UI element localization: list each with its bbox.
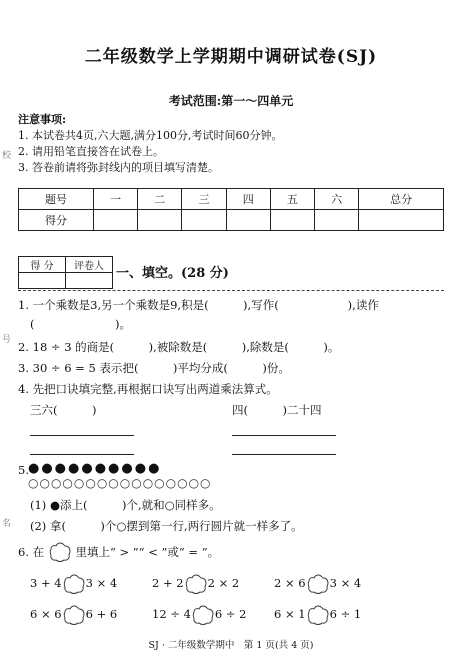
score-header-row bbox=[19, 189, 444, 210]
section-divider bbox=[18, 290, 444, 291]
compare-left: 6 × 1 bbox=[274, 607, 306, 621]
compare-right: 3 × 4 bbox=[85, 576, 118, 590]
question-6-prefix: 6. 在 bbox=[18, 545, 45, 559]
answer-line[interactable] bbox=[232, 453, 336, 455]
compare-item bbox=[152, 605, 247, 625]
question-6-suffix: 里填上“ > ”“ < ”或“ = ”。 bbox=[75, 545, 220, 559]
question-5-1: (1) ●添上( )个,就和○同样多。 bbox=[30, 498, 221, 512]
compare-blank-icon[interactable] bbox=[184, 576, 208, 590]
grader-score-label: 得 分 bbox=[19, 257, 66, 273]
margin-mark: 校 bbox=[2, 151, 12, 161]
score-cell[interactable] bbox=[94, 210, 138, 231]
question-4-right: 四( )二十四 bbox=[232, 403, 322, 417]
exam-title: 二年级数学上学期期中调研试卷(SJ) bbox=[84, 47, 378, 67]
note-item: 2. 请用铅笔直接答在试卷上。 bbox=[18, 145, 164, 158]
question-4: 4. 先把口诀填完整,再根据口诀写出两道乘法算式。 bbox=[18, 382, 278, 396]
score-header-cell: 五 bbox=[270, 189, 314, 210]
score-row-label: 得分 bbox=[19, 210, 94, 231]
compare-right: 2 × 2 bbox=[207, 576, 240, 590]
score-header-cell: 三 bbox=[182, 189, 226, 210]
compare-blank-icon[interactable] bbox=[306, 576, 330, 590]
question-5-number: 5. bbox=[18, 463, 29, 477]
compare-blank-icon[interactable] bbox=[306, 607, 330, 621]
answer-line[interactable] bbox=[30, 434, 134, 436]
compare-item bbox=[274, 574, 361, 594]
empty-circles-row: ○○○○○○○○○○○○○○○○ bbox=[28, 476, 212, 490]
score-value-row bbox=[19, 210, 444, 231]
score-cell[interactable] bbox=[226, 210, 270, 231]
compare-left: 12 ÷ 4 bbox=[152, 607, 191, 621]
notes-heading: 注意事项: bbox=[18, 113, 67, 126]
compare-item bbox=[274, 605, 361, 625]
score-cell[interactable] bbox=[270, 210, 314, 231]
score-header-cell: 六 bbox=[315, 189, 359, 210]
question-1: 1. 一个乘数是3,另一个乘数是9,积是( ),写作( ),读作 bbox=[18, 298, 379, 312]
compare-blank-icon[interactable] bbox=[62, 607, 86, 621]
score-header-cell: 题号 bbox=[19, 189, 94, 210]
margin-mark: 名 bbox=[2, 519, 12, 529]
compare-blank-icon[interactable] bbox=[191, 607, 215, 621]
compare-left: 2 × 6 bbox=[274, 576, 306, 590]
notes-block bbox=[18, 112, 282, 176]
score-table bbox=[18, 188, 444, 231]
answer-line[interactable] bbox=[232, 434, 336, 436]
score-cell[interactable] bbox=[315, 210, 359, 231]
note-item: 3. 答卷前请将弥封线内的项目填写清楚。 bbox=[18, 161, 219, 174]
compare-right: 6 ÷ 1 bbox=[329, 607, 362, 621]
question-1-cont: ( )。 bbox=[30, 317, 131, 331]
question-6 bbox=[18, 542, 219, 562]
grader-box bbox=[18, 256, 113, 289]
compare-right: 6 ÷ 2 bbox=[214, 607, 247, 621]
compare-blank-icon[interactable] bbox=[62, 576, 86, 590]
compare-right: 3 × 4 bbox=[329, 576, 362, 590]
answer-line[interactable] bbox=[30, 453, 134, 455]
score-cell[interactable] bbox=[182, 210, 226, 231]
question-2: 2. 18 ÷ 3 的商是( ),被除数是( ),除数是( )。 bbox=[18, 340, 340, 354]
question-5-2: (2) 拿( )个○摆到第一行,两行圆片就一样多了。 bbox=[30, 519, 303, 533]
exam-range: 考试范围:第一～四单元 bbox=[168, 94, 294, 108]
grader-label: 评卷人 bbox=[66, 257, 113, 273]
section-1-title: 一、填空。(28 分) bbox=[116, 266, 229, 281]
score-header-cell: 二 bbox=[138, 189, 182, 210]
compare-item bbox=[30, 574, 117, 594]
compare-left: 2 + 2 bbox=[152, 576, 184, 590]
compare-item bbox=[30, 605, 117, 625]
note-item: 1. 本试卷共4页,六大题,满分100分,考试时间60分钟。 bbox=[18, 129, 283, 142]
compare-item bbox=[152, 574, 239, 594]
score-header-cell: 总分 bbox=[359, 189, 444, 210]
score-header-cell: 四 bbox=[226, 189, 270, 210]
grader-name-cell[interactable] bbox=[66, 273, 113, 289]
compare-left: 6 × 6 bbox=[30, 607, 62, 621]
score-cell[interactable] bbox=[138, 210, 182, 231]
compare-left: 3 + 4 bbox=[30, 576, 62, 590]
margin-mark: 号 bbox=[2, 335, 12, 345]
flower-blank-icon bbox=[49, 542, 71, 562]
grader-score-cell[interactable] bbox=[19, 273, 66, 289]
question-4-left: 三六( ) bbox=[30, 403, 97, 417]
page-footer: SJ · 二年级数学期中 第 1 页(共 4 页) bbox=[148, 640, 314, 651]
question-3: 3. 30 ÷ 6 = 5 表示把( )平均分成( )份。 bbox=[18, 361, 290, 375]
score-cell[interactable] bbox=[359, 210, 444, 231]
compare-right: 6 + 6 bbox=[85, 607, 118, 621]
filled-dots-row: ●●●●●●●●●● bbox=[28, 461, 162, 476]
score-header-cell: 一 bbox=[94, 189, 138, 210]
